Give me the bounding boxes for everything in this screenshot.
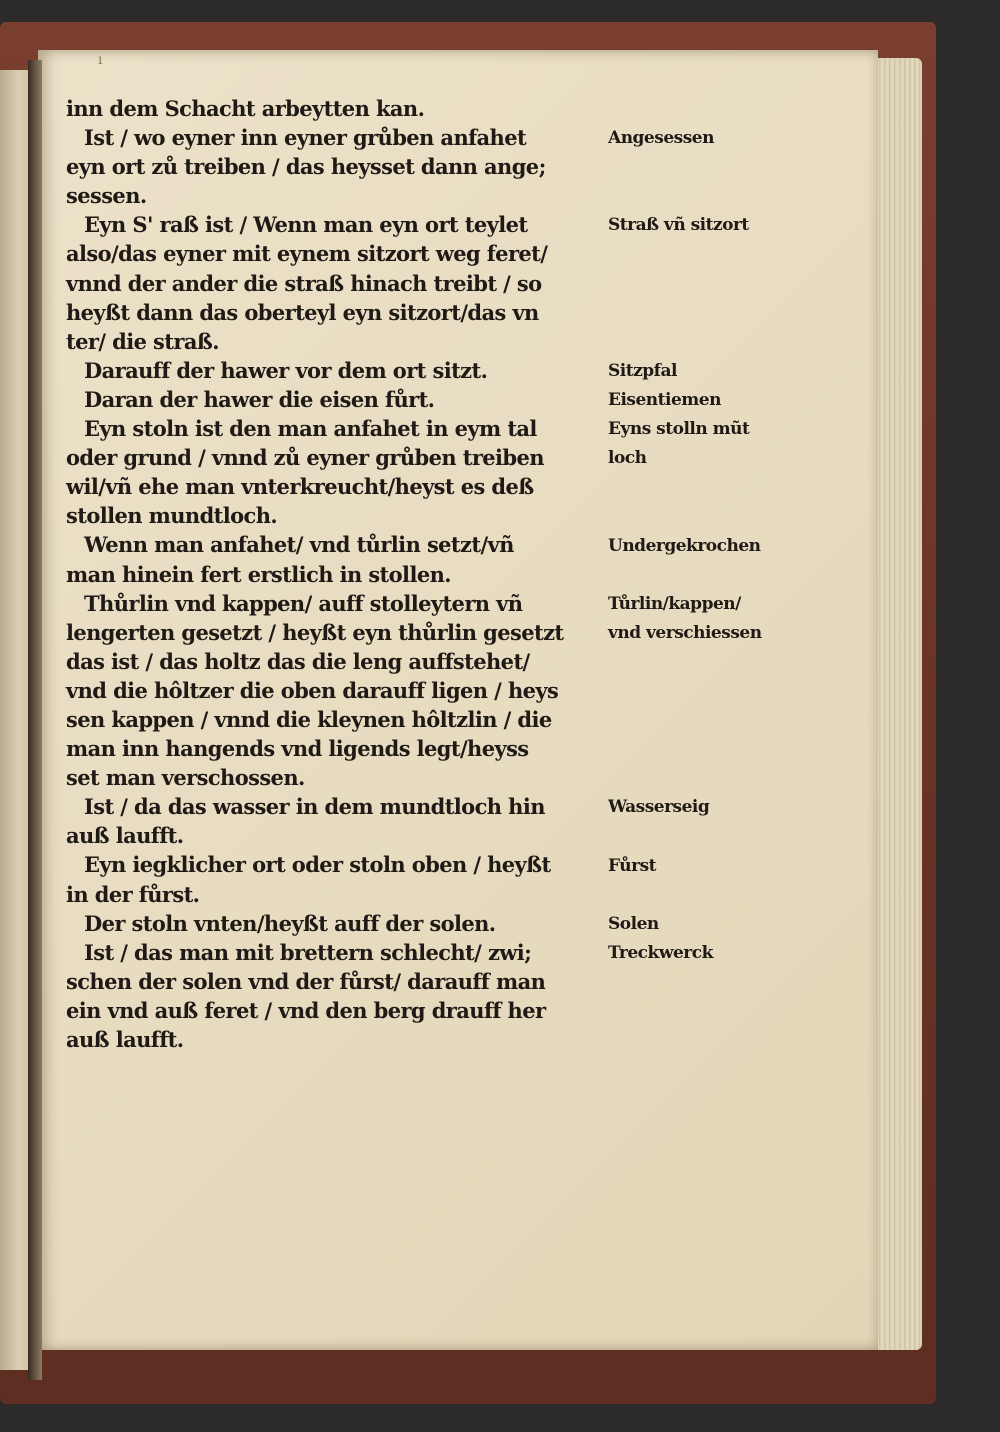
text-line: das ist / das holtz das die leng auffstehet/ — [66, 648, 530, 674]
text-line: Der stoln vnten/heyßt auff der solen. — [84, 910, 496, 936]
text-line: Thůrlin vnd kappen/ auff stolleytern vñ — [84, 590, 523, 616]
text-line: man inn hangends vnd ligends legt/heyss — [66, 736, 529, 762]
margin-note: Treckwerck — [608, 942, 713, 963]
text-line: auß laufft. — [66, 1027, 184, 1052]
facing-page-edge — [0, 70, 30, 1370]
margin-note: Fůrst — [608, 855, 657, 876]
margin-note: Sitzpfal — [608, 360, 677, 381]
text-line: Ist / da das wasser in dem mundtloch hin — [84, 794, 545, 820]
text-line: eyn ort zů treiben / das heysset dann ange; — [66, 154, 546, 180]
text-line: oder grund / vnnd zů eyner grůben treiben — [66, 445, 544, 471]
margin-note: vnd verschiessen — [608, 622, 762, 643]
text-line: also/das eyner mit eynem sitzort weg feret/ — [66, 241, 548, 267]
text-line: man hinein fert erstlich in stollen. — [66, 561, 451, 587]
page-mark: ı — [98, 52, 103, 68]
text-line: heyßt dann das oberteyl eyn sitzort/das vn — [66, 299, 539, 325]
text-line: sessen. — [66, 183, 147, 209]
text-line: lengerten gesetzt / heyßt eyn thůrlin gesetzt — [66, 619, 564, 645]
text-line: auß laufft. — [66, 823, 184, 849]
text-line: wil/vñ ehe man vnterkreucht/heyst es deß — [66, 474, 534, 500]
book-gutter — [28, 60, 42, 1380]
text-line: ein vnd auß feret / vnd den berg drauff her — [66, 997, 546, 1023]
text-line: Eyn S' raß ist / Wenn man eyn ort teylet — [84, 212, 528, 238]
margin-note: Undergekrochen — [608, 535, 761, 556]
text-line: vnd die hôltzer die oben darauff ligen / heys — [66, 677, 559, 703]
text-line: inn dem Schacht arbeytten kan. — [66, 96, 425, 121]
margin-note: Wasserseig — [608, 797, 710, 818]
text-line: schen der solen vnd der fůrst/ darauff man — [66, 968, 546, 994]
text-line: Ist / das man mit brettern schlecht/ zwi; — [84, 939, 532, 965]
text-line: Eyn stoln ist den man anfahet in eym tal — [84, 416, 537, 442]
text-line: Wenn man anfahet/ vnd tůrlin setzt/vñ — [84, 532, 514, 558]
text-line: vnnd der ander die straß hinach treibt / so — [66, 270, 542, 296]
main-text-block — [66, 94, 606, 1054]
margin-note: Eyns stolln mũt — [608, 419, 750, 440]
text-line: Darauff der hawer vor dem ort sitzt. — [84, 357, 488, 383]
text-line: Daran der hawer die eisen fůrt. — [84, 386, 435, 412]
text-line: Ist / wo eyner inn eyner grůben anfahet — [84, 125, 527, 151]
text-line: sen kappen / vnnd die kleynen hôltzlin / die — [66, 706, 552, 732]
text-line: Eyn iegklicher ort oder stoln oben / heyßt — [84, 852, 551, 878]
margin-note: Tůrlin/kappen/ — [608, 593, 741, 614]
text-line: set man verschossen. — [66, 765, 305, 791]
margin-note: loch — [608, 448, 647, 469]
margin-note: Solen — [608, 913, 659, 934]
text-line: ter/ die straß. — [66, 328, 219, 354]
margin-note: Eisentiemen — [608, 390, 721, 410]
text-line: stollen mundtloch. — [66, 503, 278, 529]
margin-note: Straß vñ sitzort — [608, 215, 749, 236]
margin-note: Angesessen — [608, 128, 714, 149]
text-line: in der fůrst. — [66, 881, 200, 907]
